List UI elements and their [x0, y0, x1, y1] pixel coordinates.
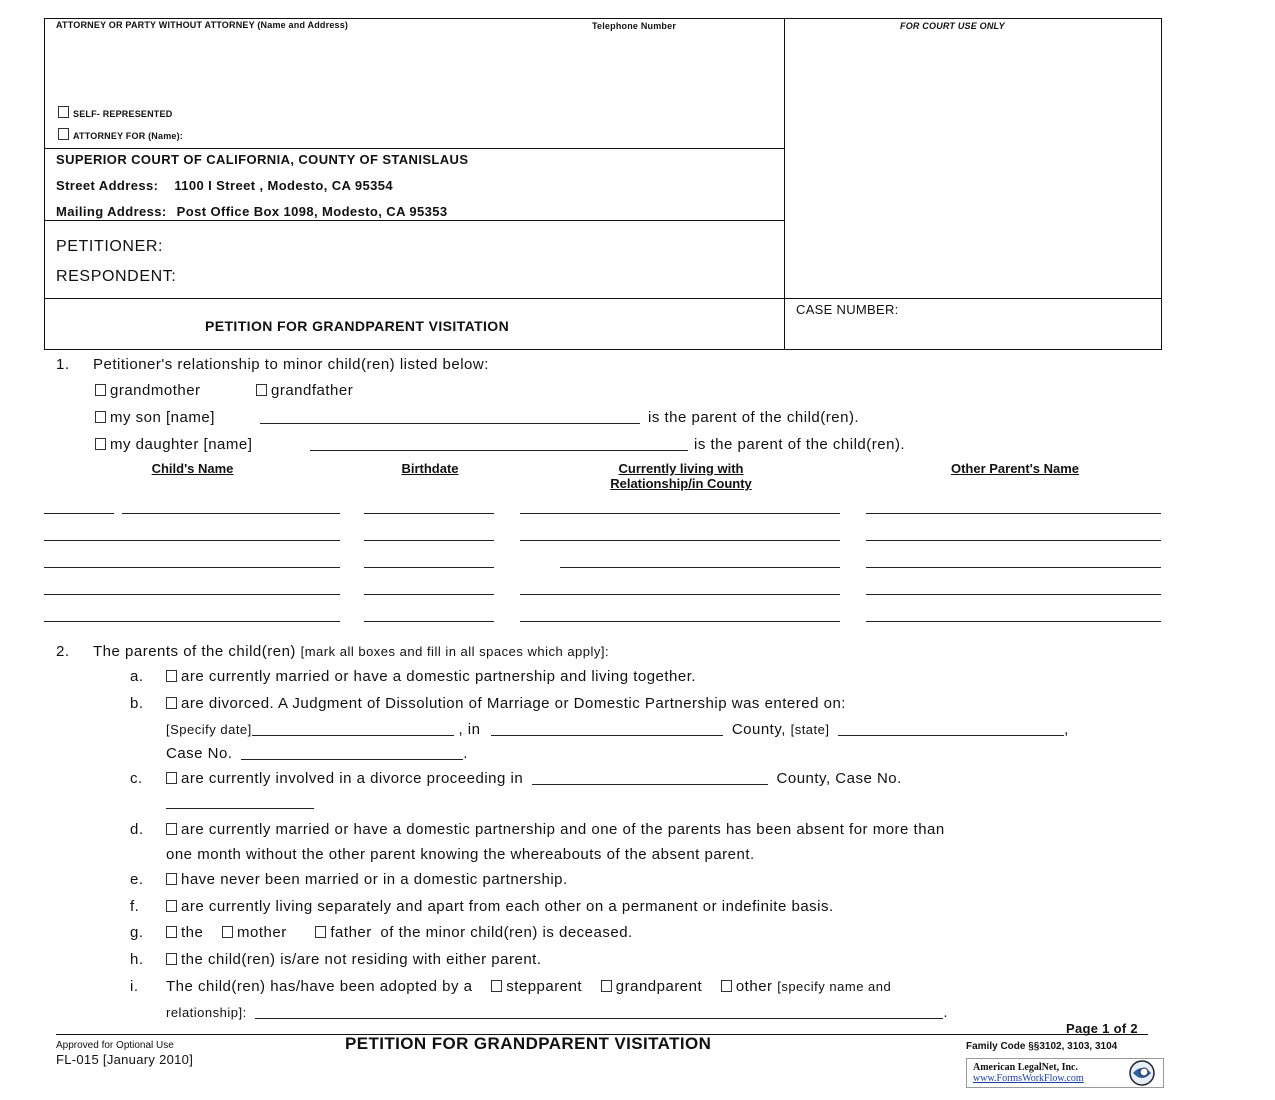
- b-state-field[interactable]: [838, 722, 1064, 736]
- item-f-checkbox[interactable]: [166, 900, 177, 912]
- table-row-line[interactable]: [364, 513, 494, 514]
- item-e-text: have never been married or in a domestic partnership.: [181, 871, 568, 888]
- grandmother-label: grandmother: [110, 382, 201, 399]
- b-case-field[interactable]: [241, 746, 463, 760]
- item-c-tail: County, Case No.: [776, 770, 902, 787]
- self-represented-option[interactable]: [58, 106, 172, 119]
- table-row-line[interactable]: [44, 567, 340, 568]
- caption-top-border: [44, 18, 1162, 19]
- son-name-line[interactable]: [260, 423, 640, 424]
- item-f-text: are currently living separately and apart from each other on a permanent or indefinite basis.: [181, 898, 834, 915]
- caption-right-border: [1161, 18, 1162, 350]
- table-row-line[interactable]: [520, 594, 840, 595]
- son-checkbox[interactable]: [95, 411, 106, 423]
- caption-divider: [784, 18, 785, 350]
- item-d[interactable]: [166, 821, 945, 838]
- son-option[interactable]: [95, 409, 215, 426]
- item-c[interactable]: [166, 770, 902, 787]
- daughter-label: my daughter [name]: [110, 436, 253, 453]
- item-c-letter: c.: [130, 770, 143, 787]
- table-row-line[interactable]: [364, 621, 494, 622]
- item-h-letter: h.: [130, 951, 144, 968]
- col-other-parent: Other Parent's Name: [950, 461, 1080, 476]
- item-i-note: [specify name and: [777, 979, 892, 994]
- section2-number: 2.: [56, 643, 70, 660]
- table-row-line[interactable]: [364, 540, 494, 541]
- item-i: [166, 978, 891, 995]
- item-a[interactable]: [166, 668, 696, 685]
- b-case-label: Case No.: [166, 745, 233, 762]
- son-tail: is the parent of the child(ren).: [648, 409, 860, 426]
- item-i-relationship-label: relationship]:: [166, 1005, 247, 1020]
- section2-intro-text: The parents of the child(ren): [93, 643, 296, 660]
- item-b-checkbox[interactable]: [166, 697, 177, 709]
- item-i-other: other: [735, 978, 773, 995]
- item-g[interactable]: [166, 924, 633, 941]
- daughter-checkbox[interactable]: [95, 438, 106, 450]
- item-c-checkbox[interactable]: [166, 772, 177, 784]
- item-i-relationship-field[interactable]: [255, 1005, 943, 1019]
- item-b[interactable]: [166, 695, 846, 712]
- item-i-stepparent: stepparent: [506, 978, 583, 995]
- street-value: 1100 I Street , Modesto, CA 95354: [174, 178, 393, 193]
- daughter-option[interactable]: [95, 436, 252, 453]
- item-g-father: father: [330, 924, 372, 941]
- item-i-stepparent-checkbox[interactable]: [491, 980, 502, 992]
- daughter-tail: is the parent of the child(ren).: [694, 436, 906, 453]
- grandfather-option[interactable]: [256, 382, 353, 399]
- table-row-line[interactable]: [44, 621, 340, 622]
- b-county-label: County,: [731, 721, 786, 738]
- item-i-other-checkbox[interactable]: [721, 980, 732, 992]
- item-i-text: The child(ren) has/have been adopted by a: [166, 978, 473, 995]
- attorney-for-checkbox[interactable]: [58, 128, 69, 140]
- caption-rule-3: [44, 298, 1162, 299]
- caption-left-border: [44, 18, 45, 350]
- item-g-the-checkbox[interactable]: [166, 926, 177, 938]
- b-in-label: , in: [458, 721, 481, 738]
- family-code: Family Code §§3102, 3103, 3104: [966, 1041, 1118, 1052]
- item-d-text: are currently married or have a domestic partnership and one of the parents has been absent for more than: [181, 821, 945, 838]
- mailing-value: Post Office Box 1098, Modesto, CA 95353: [176, 204, 448, 219]
- daughter-name-line[interactable]: [310, 450, 688, 451]
- section2-intro: [93, 643, 609, 660]
- item-g-father-checkbox[interactable]: [315, 926, 326, 938]
- item-h-checkbox[interactable]: [166, 953, 177, 965]
- table-row-line[interactable]: [364, 567, 494, 568]
- grandmother-option[interactable]: [95, 382, 201, 399]
- item-g-letter: g.: [130, 924, 144, 941]
- form-title: PETITION FOR GRANDPARENT VISITATION: [205, 318, 510, 334]
- item-e-checkbox[interactable]: [166, 873, 177, 885]
- page-indicator: Page 1 of 2: [1066, 1021, 1138, 1036]
- item-a-text: are currently married or have a domestic partnership and living together.: [181, 668, 697, 685]
- table-row-line[interactable]: [44, 540, 340, 541]
- grandfather-label: grandfather: [271, 382, 354, 399]
- telephone-label: Telephone Number: [592, 21, 677, 31]
- col-currently-living: Currently living with Relationship/in County: [610, 461, 752, 491]
- approved-label: Approved for Optional Use: [56, 1040, 174, 1051]
- grandfather-checkbox[interactable]: [256, 384, 267, 396]
- item-e-letter: e.: [130, 871, 144, 888]
- table-row-line[interactable]: [520, 513, 840, 514]
- item-d-checkbox[interactable]: [166, 823, 177, 835]
- son-label: my son [name]: [110, 409, 215, 426]
- item-g-tail: of the minor child(ren) is deceased.: [380, 924, 633, 941]
- item-d-letter: d.: [130, 821, 144, 838]
- item-i-line2: relationship]: .: [166, 1004, 949, 1021]
- item-h-text: the child(ren) is/are not residing with either parent.: [181, 951, 542, 968]
- section1-number: 1.: [56, 356, 70, 373]
- table-row-line[interactable]: [364, 594, 494, 595]
- item-b-letter: b.: [130, 695, 144, 712]
- table-row-line[interactable]: [44, 594, 340, 595]
- item-i-grandparent: grandparent: [615, 978, 703, 995]
- item-a-checkbox[interactable]: [166, 670, 177, 682]
- grandmother-checkbox[interactable]: [95, 384, 106, 396]
- self-represented-checkbox[interactable]: [58, 106, 69, 118]
- item-c-text: are currently involved in a divorce proceeding in: [181, 770, 524, 787]
- form-id: FL-015 [January 2010]: [56, 1052, 194, 1067]
- attorney-label: ATTORNEY OR PARTY WITHOUT ATTORNEY (Name and Address): [56, 20, 349, 30]
- col-birthdate: Birthdate: [401, 461, 459, 476]
- b-date-label: [Specify date]: [166, 722, 252, 737]
- court-use-label: FOR COURT USE ONLY: [900, 21, 1005, 31]
- item-b-case-row: Case No. .: [166, 745, 468, 762]
- attorney-for-option[interactable]: [58, 128, 183, 141]
- mailing-address: [56, 204, 448, 219]
- table-row-line[interactable]: [866, 567, 1161, 568]
- self-represented-label: SELF- REPRESENTED: [73, 109, 173, 119]
- b-county-field[interactable]: [491, 722, 723, 736]
- item-f[interactable]: [166, 898, 834, 915]
- section1-text: Petitioner's relationship to minor child(ren) listed below:: [93, 356, 489, 373]
- logo-line1: American LegalNet, Inc.: [973, 1062, 1078, 1073]
- legalnet-logo: [966, 1058, 1164, 1088]
- item-b-date-row: [Specify date] , in County, [state] ,: [166, 721, 1069, 738]
- section2-intro-note: [mark all boxes and fill in all spaces which apply]:: [300, 644, 610, 659]
- table-row-line[interactable]: [866, 621, 1161, 622]
- item-g-mother-checkbox[interactable]: [222, 926, 233, 938]
- b-date-field[interactable]: [252, 722, 454, 736]
- item-a-letter: a.: [130, 668, 144, 685]
- mailing-label: Mailing Address:: [56, 204, 167, 219]
- b-state-label: [state]: [790, 722, 830, 737]
- table-row-line[interactable]: [866, 540, 1161, 541]
- footer-title: PETITION FOR GRANDPARENT VISITATION: [345, 1034, 712, 1053]
- table-row-line[interactable]: [866, 594, 1161, 595]
- item-g-the: the: [181, 924, 204, 941]
- item-i-grandparent-checkbox[interactable]: [601, 980, 612, 992]
- item-e[interactable]: [166, 871, 568, 888]
- item-h[interactable]: [166, 951, 542, 968]
- globe-icon: [1125, 1059, 1159, 1087]
- respondent-label: RESPONDENT:: [56, 268, 177, 285]
- attorney-for-label: ATTORNEY FOR (Name):: [73, 131, 184, 141]
- caption-rule-1: [44, 148, 784, 149]
- petitioner-label: PETITIONER:: [56, 238, 164, 255]
- table-row-line[interactable]: [122, 513, 340, 514]
- court-name: SUPERIOR COURT OF CALIFORNIA, COUNTY OF STANISLAUS: [56, 152, 469, 167]
- c-county-field[interactable]: [532, 771, 768, 785]
- item-d-line2: one month without the other parent knowing the whereabouts of the absent parent.: [166, 846, 755, 863]
- c-case-field[interactable]: [166, 808, 314, 809]
- col-childs-name: Child's Name: [151, 461, 234, 476]
- table-row-line[interactable]: [866, 513, 1161, 514]
- case-number-label: CASE NUMBER:: [796, 302, 899, 317]
- item-g-mother: mother: [237, 924, 287, 941]
- item-b-text: are divorced. A Judgment of Dissolution of Marriage or Domestic Partnership was entered on:: [181, 695, 846, 712]
- table-row-line[interactable]: [520, 540, 840, 541]
- logo-line2: www.FormsWorkFlow.com: [973, 1073, 1084, 1084]
- table-row-line[interactable]: [560, 567, 840, 568]
- table-row-line[interactable]: [44, 513, 114, 514]
- caption-bottom-border: [44, 349, 1162, 350]
- item-i-letter: i.: [130, 978, 139, 995]
- street-label: Street Address:: [56, 178, 159, 193]
- street-address: [56, 178, 393, 193]
- caption-rule-2: [44, 220, 784, 221]
- item-f-letter: f.: [130, 898, 140, 915]
- table-row-line[interactable]: [520, 621, 840, 622]
